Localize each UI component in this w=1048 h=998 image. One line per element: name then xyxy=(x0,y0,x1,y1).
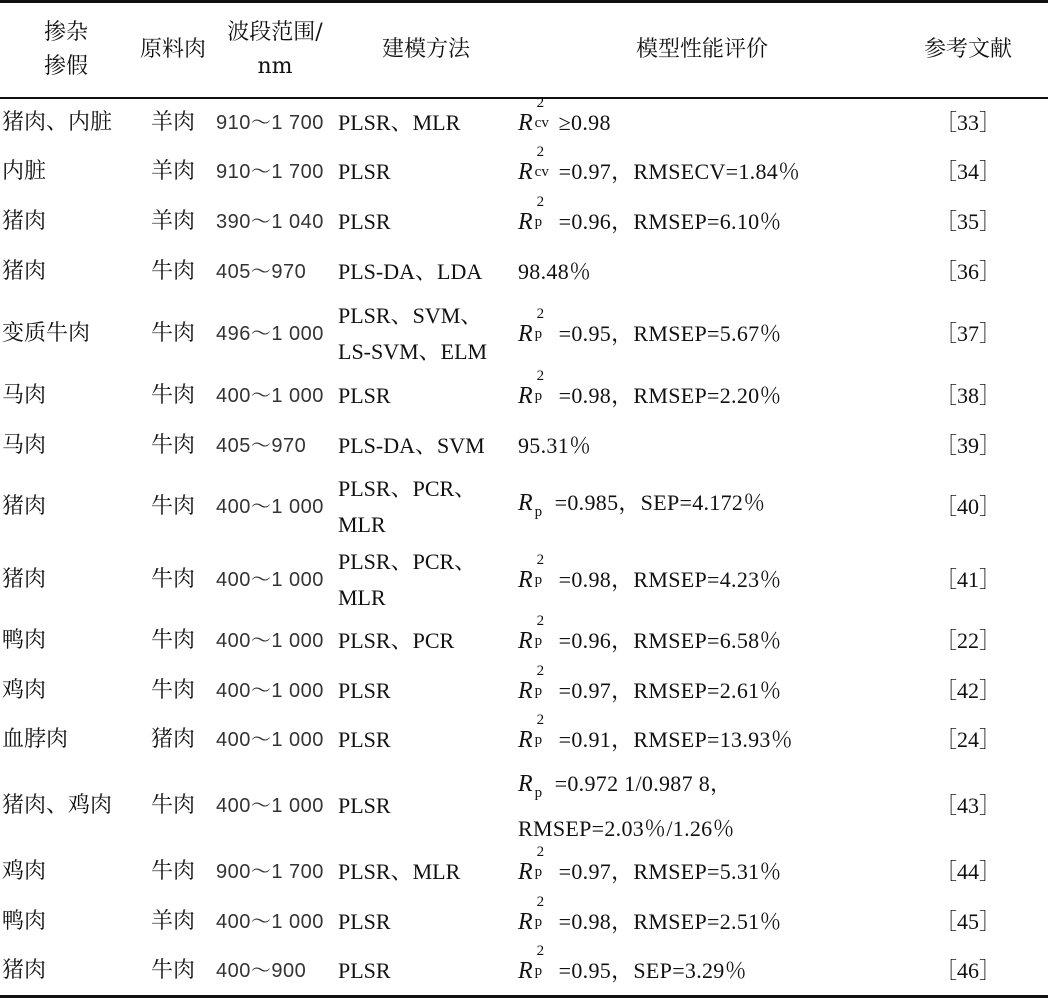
metric-symbol: R xyxy=(518,109,533,136)
cell-wavelength-band: 405～970 xyxy=(216,261,307,283)
metric-sub-sup xyxy=(533,144,559,181)
header-row xyxy=(0,2,1048,98)
cell-reference: ［37］ xyxy=(934,321,1001,347)
cell-modeling-method xyxy=(336,147,516,197)
metric-subscript: p xyxy=(534,326,543,343)
metric-symbol: R xyxy=(518,858,533,885)
cell-reference: ［40］ xyxy=(934,494,1001,520)
cell-reference: ［39］ xyxy=(934,433,1001,459)
performance-expression xyxy=(518,771,735,841)
metric-subscript: p xyxy=(534,732,543,749)
metric-value: =0.97，RMSEP=2.61％ xyxy=(558,677,782,703)
header-performance-text: 模型性能评价 xyxy=(635,36,768,62)
cell-reference: ［46］ xyxy=(934,957,1001,983)
cell-reference: ［42］ xyxy=(934,677,1001,703)
metric-superscript: 2 xyxy=(536,942,545,959)
metric-superscript: 2 xyxy=(536,843,545,860)
method-text: PLS-DA、SVM xyxy=(338,433,485,459)
performance-expression xyxy=(518,433,591,458)
metric-symbol: R xyxy=(518,727,533,754)
table-row xyxy=(0,897,1048,947)
metric-subscript: p xyxy=(534,863,543,880)
metric-sub-sup xyxy=(533,893,559,930)
cell-reference: ［33］ xyxy=(934,109,1001,135)
metric-subscript: p xyxy=(534,503,543,520)
cell-raw-meat: 牛肉 xyxy=(150,494,195,520)
cell-raw-meat: 牛肉 xyxy=(150,793,195,819)
cell-wavelength-band: 390～1 040 xyxy=(216,211,324,234)
cell-adulterant: 猪肉 xyxy=(2,259,47,284)
metric-value: =0.98，RMSEP=4.23％ xyxy=(558,566,782,592)
metric-value: 98.48％ xyxy=(518,259,592,284)
metric-sub-sup xyxy=(533,942,559,979)
cell-adulterant: 猪肉 xyxy=(2,566,47,592)
metric-sub-sup xyxy=(533,306,559,343)
cell-raw-meat: 羊肉 xyxy=(150,159,195,185)
table-row xyxy=(0,247,1048,297)
cell-adulterant: 血脖肉 xyxy=(2,727,69,753)
method-text: PLSR xyxy=(338,727,391,753)
cell-model-performance xyxy=(516,712,888,766)
cell-model-performance xyxy=(516,543,888,615)
metric-symbol: R xyxy=(518,957,533,984)
table-body xyxy=(0,94,1048,997)
table-row xyxy=(0,371,1048,421)
performance-expression xyxy=(518,194,782,236)
method-text: PLSR、PCR xyxy=(338,627,455,653)
header-raw-meat-text: 原料肉 xyxy=(139,36,206,62)
cell-modeling-method xyxy=(336,666,516,716)
method-text: PLSR、PCR、MLR xyxy=(338,476,477,538)
cell-wavelength-band: 400～1 000 xyxy=(216,385,324,408)
cell-reference: ［41］ xyxy=(934,566,1001,592)
table-row xyxy=(0,471,1048,543)
cell-model-performance xyxy=(516,612,888,666)
metric-sub-sup xyxy=(533,194,559,231)
metric-symbol: R xyxy=(518,383,533,410)
cell-modeling-method xyxy=(336,616,516,666)
metric-sub-sup xyxy=(533,551,559,588)
header-raw-meat xyxy=(132,2,214,98)
metric-subscript: cv xyxy=(534,164,549,181)
header-band-text: 波段范围/ nm xyxy=(227,19,323,79)
cell-raw-meat: 牛肉 xyxy=(150,433,195,459)
method-text: PLSR xyxy=(338,209,391,235)
cell-reference: ［36］ xyxy=(934,259,1001,284)
method-text: PLS-DA、LDA xyxy=(338,259,483,284)
cell-raw-meat: 牛肉 xyxy=(150,321,195,347)
cell-wavelength-band: 400～1 000 xyxy=(216,795,324,818)
performance-expression xyxy=(518,662,782,704)
method-text: PLSR xyxy=(338,908,391,934)
method-text: PLSR xyxy=(338,383,391,409)
cell-modeling-method xyxy=(336,716,516,766)
table-row xyxy=(0,147,1048,197)
metric-value: =0.97，RMSEP=5.31％ xyxy=(558,858,782,884)
table-row xyxy=(0,98,1048,148)
metric-superscript: 2 xyxy=(536,368,545,385)
method-text: PLSR、MLR xyxy=(338,109,461,135)
cell-raw-meat: 牛肉 xyxy=(150,566,195,592)
table-row xyxy=(0,666,1048,716)
table-header xyxy=(0,2,1048,98)
cell-reference: ［44］ xyxy=(934,858,1001,884)
metric-symbol: R xyxy=(518,209,533,236)
cell-wavelength-band: 400～900 xyxy=(216,959,307,982)
metric-subscript: p xyxy=(534,913,543,930)
cell-raw-meat: 牛肉 xyxy=(150,858,195,884)
cell-model-performance xyxy=(516,942,888,997)
cell-model-performance xyxy=(516,471,888,543)
metric-sub-sup xyxy=(533,94,559,131)
method-text: PLSR xyxy=(338,159,391,185)
metric-value: =0.985，SEP=4.172％ xyxy=(554,489,766,515)
cell-modeling-method xyxy=(336,543,516,615)
header-modeling-method xyxy=(336,2,516,98)
metric-value: ≥0.98 xyxy=(558,109,611,135)
cell-wavelength-band: 400～1 000 xyxy=(216,910,324,933)
metric-symbol: R xyxy=(518,770,533,797)
metric-superscript: 2 xyxy=(536,194,545,211)
metric-superscript: 2 xyxy=(536,662,545,679)
metric-value: =0.96，RMSEP=6.58％ xyxy=(558,627,782,653)
cell-modeling-method xyxy=(336,421,516,471)
cell-raw-meat: 牛肉 xyxy=(150,259,195,284)
cell-modeling-method xyxy=(336,765,516,846)
metric-sub-sup xyxy=(533,843,559,880)
metric-value: =0.95，SEP=3.29％ xyxy=(558,957,747,983)
cell-adulterant: 猪肉 xyxy=(2,209,47,235)
performance-expression xyxy=(518,144,801,186)
performance-expression xyxy=(518,843,782,885)
method-text: PLSR、PCR、MLR xyxy=(338,548,477,610)
metric-symbol: R xyxy=(518,321,533,348)
cell-model-performance xyxy=(516,662,888,716)
cell-model-performance xyxy=(516,247,888,297)
table-row xyxy=(0,616,1048,666)
cell-adulterant: 鸭肉 xyxy=(2,908,47,934)
table-row xyxy=(0,847,1048,897)
cell-raw-meat: 牛肉 xyxy=(150,677,195,703)
metric-subscript: p xyxy=(534,682,543,699)
cell-model-performance xyxy=(516,297,888,371)
table-row xyxy=(0,197,1048,247)
cell-raw-meat: 牛肉 xyxy=(150,627,195,653)
performance-expression xyxy=(518,368,782,410)
method-text: PLSR xyxy=(338,957,391,983)
cell-adulterant: 内脏 xyxy=(2,159,47,185)
table-row xyxy=(0,765,1048,846)
cell-adulterant: 猪肉 xyxy=(2,494,47,520)
performance-expression xyxy=(518,942,747,984)
cell-raw-meat: 羊肉 xyxy=(150,109,195,135)
cell-modeling-method xyxy=(336,371,516,421)
cell-modeling-method xyxy=(336,297,516,371)
cell-reference: ［24］ xyxy=(934,727,1001,753)
header-wavelength-band xyxy=(214,2,336,98)
cell-model-performance xyxy=(516,765,888,846)
cell-adulterant: 马肉 xyxy=(2,383,47,409)
table-row xyxy=(0,947,1048,997)
cell-model-performance xyxy=(516,893,888,947)
cell-raw-meat: 牛肉 xyxy=(150,957,195,983)
cell-adulterant: 猪肉 xyxy=(2,957,47,983)
cell-adulterant: 猪肉、鸡肉 xyxy=(2,793,113,819)
cell-raw-meat: 猪肉 xyxy=(150,727,195,753)
metric-value: =0.97，RMSECV=1.84％ xyxy=(558,159,801,185)
performance-expression xyxy=(518,489,766,520)
metric-superscript: 2 xyxy=(536,144,545,161)
metric-value: =0.98，RMSEP=2.20％ xyxy=(558,383,782,409)
cell-modeling-method xyxy=(336,197,516,247)
performance-expression xyxy=(518,259,591,284)
metric-value: =0.91，RMSEP=13.93％ xyxy=(558,727,794,753)
metric-sub-sup xyxy=(533,612,559,649)
method-text: PLSR xyxy=(338,677,391,703)
performance-expression xyxy=(518,712,794,754)
cell-adulterant: 猪肉、内脏 xyxy=(2,109,113,135)
metric-value: =0.95，RMSEP=5.67％ xyxy=(558,321,782,347)
cell-adulterant: 鸡肉 xyxy=(2,677,47,703)
cell-reference: ［35］ xyxy=(934,209,1001,235)
metric-symbol: R xyxy=(518,489,533,516)
metric-superscript: 2 xyxy=(536,612,545,629)
metric-subscript: p xyxy=(534,784,543,801)
cell-modeling-method xyxy=(336,98,516,148)
metric-sub-sup xyxy=(533,712,559,749)
cell-adulterant: 鸭肉 xyxy=(2,627,47,653)
cell-wavelength-band: 405～970 xyxy=(216,435,307,458)
cell-model-performance xyxy=(516,843,888,897)
table-row xyxy=(0,421,1048,471)
cell-modeling-method xyxy=(336,897,516,947)
metric-value: 95.31％ xyxy=(518,433,592,459)
cell-adulterant: 变质牛肉 xyxy=(2,321,91,347)
cell-raw-meat: 牛肉 xyxy=(150,383,195,409)
table-row xyxy=(0,543,1048,615)
metric-subscript: p xyxy=(534,388,543,405)
header-reference-text: 参考文献 xyxy=(923,36,1012,62)
cell-model-performance xyxy=(516,144,888,197)
cell-reference: ［45］ xyxy=(934,908,1001,934)
cell-wavelength-band: 400～1 000 xyxy=(216,568,324,591)
header-model-performance xyxy=(516,2,888,98)
cell-model-performance xyxy=(516,421,888,471)
header-adulterant-text: 掺杂 掺假 xyxy=(43,19,88,79)
cell-adulterant: 马肉 xyxy=(2,433,47,459)
table-row xyxy=(0,297,1048,371)
cell-raw-meat: 羊肉 xyxy=(150,209,195,235)
cell-reference: ［38］ xyxy=(934,383,1001,409)
method-text: PLSR、SVM、 LS-SVM、ELM xyxy=(338,303,488,365)
cell-wavelength-band: 400～1 000 xyxy=(216,629,324,652)
cell-model-performance xyxy=(516,368,888,421)
metric-sub-sup xyxy=(533,662,559,699)
metric-sub-sup xyxy=(533,368,559,405)
metric-symbol: R xyxy=(518,566,533,593)
metric-symbol: R xyxy=(518,908,533,935)
method-text: PLSR xyxy=(338,793,391,819)
cell-model-performance xyxy=(516,94,888,148)
performance-expression xyxy=(518,551,782,593)
cell-modeling-method xyxy=(336,847,516,897)
cell-wavelength-band: 400～1 000 xyxy=(216,679,324,702)
performance-expression xyxy=(518,893,782,935)
header-reference xyxy=(888,2,1048,98)
metric-superscript: 2 xyxy=(536,94,545,111)
cell-reference: ［43］ xyxy=(934,793,1001,819)
metric-subscript: p xyxy=(534,632,543,649)
cell-adulterant: 鸡肉 xyxy=(2,858,47,884)
metric-symbol: R xyxy=(518,159,533,186)
header-adulterant xyxy=(0,2,132,98)
table-row xyxy=(0,716,1048,766)
performance-expression xyxy=(518,94,611,136)
cell-wavelength-band: 900～1 700 xyxy=(216,860,324,883)
cell-wavelength-band: 400～1 000 xyxy=(216,729,324,752)
metric-value: =0.96，RMSEP=6.10％ xyxy=(558,209,782,235)
cell-modeling-method xyxy=(336,247,516,297)
cell-raw-meat: 羊肉 xyxy=(150,908,195,934)
performance-expression xyxy=(518,306,782,348)
metric-symbol: R xyxy=(518,627,533,654)
metric-superscript: 2 xyxy=(536,551,545,568)
performance-expression xyxy=(518,612,782,654)
cell-reference: ［22］ xyxy=(934,627,1001,653)
cell-modeling-method xyxy=(336,471,516,543)
metric-superscript: 2 xyxy=(536,712,545,729)
cell-modeling-method xyxy=(336,947,516,997)
header-method-text: 建模方法 xyxy=(381,36,470,62)
metric-value: =0.972 1/0.987 8， RMSEP=2.03％/1.26％ xyxy=(518,770,735,841)
metric-subscript: p xyxy=(534,571,543,588)
metric-subscript: p xyxy=(534,214,543,231)
metric-subscript: cv xyxy=(534,114,549,131)
cell-wavelength-band: 400～1 000 xyxy=(216,496,324,519)
cell-model-performance xyxy=(516,194,888,247)
cell-wavelength-band: 910～1 700 xyxy=(216,111,324,134)
cell-wavelength-band: 496～1 000 xyxy=(216,323,324,346)
cell-wavelength-band: 910～1 700 xyxy=(216,161,324,184)
metric-subscript: p xyxy=(534,962,543,979)
metric-superscript: 2 xyxy=(536,893,545,910)
metric-symbol: R xyxy=(518,677,533,704)
metric-value: =0.98，RMSEP=2.51％ xyxy=(558,908,782,934)
metric-superscript: 2 xyxy=(536,306,545,323)
cell-reference: ［34］ xyxy=(934,159,1001,185)
method-text: PLSR、MLR xyxy=(338,858,461,884)
